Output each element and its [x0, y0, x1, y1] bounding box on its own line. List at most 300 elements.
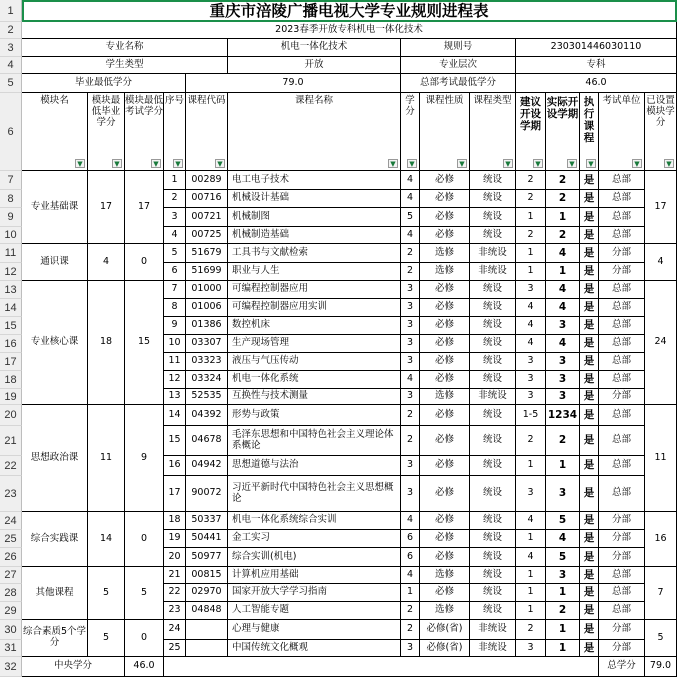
row-header-10[interactable]: 10: [0, 227, 22, 244]
row-header-4[interactable]: 4: [0, 57, 22, 74]
row-header-8[interactable]: 8: [0, 190, 22, 208]
course-execute[interactable]: 是: [580, 208, 599, 227]
course-no[interactable]: 2: [164, 190, 186, 208]
filter-dropdown-icon[interactable]: ▼: [215, 159, 225, 168]
course-no[interactable]: 17: [164, 476, 186, 512]
row-header-28[interactable]: 28: [0, 584, 22, 602]
course-credit[interactable]: 3: [401, 456, 420, 476]
row-header-17[interactable]: 17: [0, 353, 22, 371]
filter-dropdown-icon[interactable]: ▼: [388, 159, 398, 168]
course-credit[interactable]: 4: [401, 190, 420, 208]
row-header-5[interactable]: 5: [0, 74, 22, 93]
module-min-credits[interactable]: 17: [88, 171, 125, 244]
course-exam-unit[interactable]: 分部: [599, 530, 645, 548]
course-name[interactable]: 机械设计基础: [228, 190, 401, 208]
course-type[interactable]: 统设: [470, 602, 516, 620]
filter-dropdown-icon[interactable]: ▼: [75, 159, 85, 168]
row-header-9[interactable]: 9: [0, 208, 22, 227]
course-type[interactable]: 统设: [470, 208, 516, 227]
course-nature[interactable]: 必修: [420, 190, 470, 208]
course-actual-term[interactable]: 4: [546, 335, 580, 353]
course-no[interactable]: 9: [164, 317, 186, 335]
course-nature[interactable]: 必修: [420, 299, 470, 317]
course-type[interactable]: 统设: [470, 584, 516, 602]
row-header-6[interactable]: 6: [0, 93, 22, 171]
course-type[interactable]: 非统设: [470, 640, 516, 657]
course-no[interactable]: 5: [164, 244, 186, 263]
course-name[interactable]: 生产现场管理: [228, 335, 401, 353]
module-min-credits[interactable]: 5: [88, 567, 125, 620]
course-actual-term[interactable]: 1: [546, 584, 580, 602]
course-code[interactable]: 00721: [186, 208, 228, 227]
course-actual-term[interactable]: 4: [546, 244, 580, 263]
course-execute[interactable]: 是: [580, 317, 599, 335]
module-exam-credits[interactable]: 5: [125, 567, 164, 620]
course-name[interactable]: 可编程控制器应用实训: [228, 299, 401, 317]
filter-dropdown-icon[interactable]: ▼: [503, 159, 513, 168]
course-nature[interactable]: 必修: [420, 476, 470, 512]
course-credit[interactable]: 2: [401, 426, 420, 456]
course-code[interactable]: 50337: [186, 512, 228, 530]
module-set-credits[interactable]: 17: [645, 171, 677, 244]
course-exam-unit[interactable]: 分部: [599, 389, 645, 405]
course-code[interactable]: 01006: [186, 299, 228, 317]
filter-dropdown-icon[interactable]: ▼: [533, 159, 543, 168]
module-min-credits[interactable]: 18: [88, 281, 125, 405]
course-exam-unit[interactable]: 总部: [599, 190, 645, 208]
course-name[interactable]: 金工实习: [228, 530, 401, 548]
exam-min-value[interactable]: 46.0: [516, 74, 677, 93]
course-exam-unit[interactable]: 总部: [599, 335, 645, 353]
total-credits-value[interactable]: 79.0: [645, 657, 677, 677]
course-code[interactable]: 00289: [186, 171, 228, 190]
course-credit[interactable]: 4: [401, 512, 420, 530]
row-header-7[interactable]: 7: [0, 171, 22, 190]
course-no[interactable]: 13: [164, 389, 186, 405]
course-type[interactable]: 统设: [470, 281, 516, 299]
course-execute[interactable]: 是: [580, 426, 599, 456]
course-name[interactable]: 数控机床: [228, 317, 401, 335]
course-name[interactable]: 职业与人生: [228, 263, 401, 281]
course-exam-unit[interactable]: 总部: [599, 476, 645, 512]
course-actual-term[interactable]: 3: [546, 371, 580, 389]
course-code[interactable]: 50441: [186, 530, 228, 548]
min-credits-label[interactable]: 毕业最低学分: [22, 74, 186, 93]
footer-blank[interactable]: [164, 657, 599, 677]
course-nature[interactable]: 必修(省): [420, 640, 470, 657]
student-type-label[interactable]: 学生类型: [22, 57, 228, 74]
course-no[interactable]: 23: [164, 602, 186, 620]
course-name[interactable]: 电工电子技术: [228, 171, 401, 190]
course-actual-term[interactable]: 2: [546, 190, 580, 208]
course-actual-term[interactable]: 1234: [546, 405, 580, 426]
module-min-credits[interactable]: 14: [88, 512, 125, 567]
course-credit[interactable]: 3: [401, 353, 420, 371]
course-code[interactable]: 04392: [186, 405, 228, 426]
course-exam-unit[interactable]: 总部: [599, 584, 645, 602]
course-execute[interactable]: 是: [580, 227, 599, 244]
course-credit[interactable]: 1: [401, 584, 420, 602]
module-set-credits[interactable]: 4: [645, 244, 677, 281]
course-exam-unit[interactable]: 总部: [599, 567, 645, 584]
row-header-13[interactable]: 13: [0, 281, 22, 299]
course-execute[interactable]: 是: [580, 299, 599, 317]
course-name[interactable]: 人工智能专题: [228, 602, 401, 620]
course-execute[interactable]: 是: [580, 512, 599, 530]
course-type[interactable]: 统设: [470, 548, 516, 567]
row-header-2[interactable]: 2: [0, 22, 22, 39]
course-name[interactable]: 计算机应用基础: [228, 567, 401, 584]
course-suggest-term[interactable]: 3: [516, 640, 546, 657]
course-nature[interactable]: 必修: [420, 281, 470, 299]
module-set-credits[interactable]: 16: [645, 512, 677, 567]
course-nature[interactable]: 必修: [420, 353, 470, 371]
course-suggest-term[interactable]: 1: [516, 567, 546, 584]
course-actual-term[interactable]: 4: [546, 530, 580, 548]
course-suggest-term[interactable]: 1: [516, 263, 546, 281]
course-no[interactable]: 10: [164, 335, 186, 353]
course-execute[interactable]: 是: [580, 530, 599, 548]
course-code[interactable]: 51699: [186, 263, 228, 281]
course-suggest-term[interactable]: 3: [516, 389, 546, 405]
module-name[interactable]: 综合素质5个学分: [22, 620, 88, 657]
column-header-2[interactable]: 模块最低毕业学分: [88, 93, 125, 171]
course-actual-term[interactable]: 4: [546, 299, 580, 317]
course-exam-unit[interactable]: 总部: [599, 208, 645, 227]
module-exam-credits[interactable]: 0: [125, 244, 164, 281]
course-no[interactable]: 22: [164, 584, 186, 602]
course-execute[interactable]: 是: [580, 171, 599, 190]
major-label[interactable]: 专业名称: [22, 39, 228, 57]
course-actual-term[interactable]: 3: [546, 317, 580, 335]
course-type[interactable]: 非统设: [470, 389, 516, 405]
course-type[interactable]: 统设: [470, 190, 516, 208]
course-name[interactable]: 中国传统文化概观: [228, 640, 401, 657]
course-no[interactable]: 25: [164, 640, 186, 657]
filter-dropdown-icon[interactable]: ▼: [151, 159, 161, 168]
column-header-4[interactable]: 序号: [164, 93, 186, 171]
course-type[interactable]: 统设: [470, 530, 516, 548]
course-type[interactable]: 统设: [470, 335, 516, 353]
course-type[interactable]: 统设: [470, 317, 516, 335]
course-code[interactable]: 03323: [186, 353, 228, 371]
row-header-15[interactable]: 15: [0, 317, 22, 335]
course-credit[interactable]: 3: [401, 640, 420, 657]
course-execute[interactable]: 是: [580, 263, 599, 281]
course-execute[interactable]: 是: [580, 281, 599, 299]
row-header-21[interactable]: 21: [0, 426, 22, 456]
course-actual-term[interactable]: 3: [546, 476, 580, 512]
course-suggest-term[interactable]: 2: [516, 620, 546, 640]
course-exam-unit[interactable]: 分部: [599, 512, 645, 530]
module-name[interactable]: 专业核心课: [22, 281, 88, 405]
course-type[interactable]: 统设: [470, 227, 516, 244]
course-name[interactable]: 思想道德与法治: [228, 456, 401, 476]
column-header-12[interactable]: 执行课程: [580, 93, 599, 171]
course-nature[interactable]: 选修: [420, 263, 470, 281]
course-credit[interactable]: 4: [401, 371, 420, 389]
course-nature[interactable]: 必修: [420, 335, 470, 353]
row-header-18[interactable]: 18: [0, 371, 22, 389]
course-exam-unit[interactable]: 总部: [599, 299, 645, 317]
course-code[interactable]: 52535: [186, 389, 228, 405]
course-name[interactable]: 机械制造基础: [228, 227, 401, 244]
filter-dropdown-icon[interactable]: ▼: [632, 159, 642, 168]
course-nature[interactable]: 必修(省): [420, 620, 470, 640]
course-actual-term[interactable]: 3: [546, 567, 580, 584]
course-no[interactable]: 6: [164, 263, 186, 281]
course-suggest-term[interactable]: 3: [516, 371, 546, 389]
course-exam-unit[interactable]: 总部: [599, 405, 645, 426]
course-nature[interactable]: 必修: [420, 584, 470, 602]
course-no[interactable]: 11: [164, 353, 186, 371]
course-suggest-term[interactable]: 3: [516, 476, 546, 512]
course-execute[interactable]: 是: [580, 190, 599, 208]
course-suggest-term[interactable]: 4: [516, 548, 546, 567]
row-header-26[interactable]: 26: [0, 548, 22, 567]
major-value[interactable]: 机电一体化技术: [228, 39, 401, 57]
course-exam-unit[interactable]: 总部: [599, 371, 645, 389]
course-actual-term[interactable]: 4: [546, 281, 580, 299]
course-code[interactable]: 03324: [186, 371, 228, 389]
course-code[interactable]: 01000: [186, 281, 228, 299]
course-credit[interactable]: 5: [401, 208, 420, 227]
course-actual-term[interactable]: 2: [546, 602, 580, 620]
row-header-30[interactable]: 30: [0, 620, 22, 640]
course-execute[interactable]: 是: [580, 602, 599, 620]
level-label[interactable]: 专业层次: [401, 57, 516, 74]
course-nature[interactable]: 必修: [420, 208, 470, 227]
module-set-credits[interactable]: 11: [645, 405, 677, 512]
course-execute[interactable]: 是: [580, 567, 599, 584]
course-credit[interactable]: 3: [401, 335, 420, 353]
module-min-credits[interactable]: 11: [88, 405, 125, 512]
course-no[interactable]: 8: [164, 299, 186, 317]
course-name[interactable]: 综合实训(机电): [228, 548, 401, 567]
course-code[interactable]: 02970: [186, 584, 228, 602]
course-nature[interactable]: 必修: [420, 227, 470, 244]
module-exam-credits[interactable]: 9: [125, 405, 164, 512]
course-actual-term[interactable]: 2: [546, 227, 580, 244]
course-type[interactable]: 统设: [470, 299, 516, 317]
course-credit[interactable]: 3: [401, 389, 420, 405]
central-credits-value[interactable]: 46.0: [125, 657, 164, 677]
row-header-32[interactable]: 32: [0, 657, 22, 677]
module-exam-credits[interactable]: 15: [125, 281, 164, 405]
course-type[interactable]: 非统设: [470, 263, 516, 281]
course-execute[interactable]: 是: [580, 371, 599, 389]
column-header-7[interactable]: 学分: [401, 93, 420, 171]
course-no[interactable]: 16: [164, 456, 186, 476]
row-header-23[interactable]: 23: [0, 476, 22, 512]
course-nature[interactable]: 必修: [420, 405, 470, 426]
course-code[interactable]: 00815: [186, 567, 228, 584]
exam-min-label[interactable]: 总部考试最低学分: [401, 74, 516, 93]
course-no[interactable]: 1: [164, 171, 186, 190]
course-type[interactable]: 非统设: [470, 620, 516, 640]
course-execute[interactable]: 是: [580, 353, 599, 371]
course-credit[interactable]: 3: [401, 317, 420, 335]
course-name[interactable]: 毛泽东思想和中国特色社会主义理论体系概论: [228, 426, 401, 456]
sheet-subtitle[interactable]: 2023春季开放专科机电一体化技术: [22, 22, 677, 39]
total-credits-label[interactable]: 总学分: [599, 657, 645, 677]
column-header-13[interactable]: 考试单位: [599, 93, 645, 171]
course-nature[interactable]: 必修: [420, 171, 470, 190]
course-code[interactable]: 90072: [186, 476, 228, 512]
course-suggest-term[interactable]: 1-5: [516, 405, 546, 426]
course-execute[interactable]: 是: [580, 476, 599, 512]
course-name[interactable]: 可编程控制器应用: [228, 281, 401, 299]
course-exam-unit[interactable]: 总部: [599, 426, 645, 456]
min-credits-value[interactable]: 79.0: [186, 74, 401, 93]
course-exam-unit[interactable]: 总部: [599, 317, 645, 335]
course-name[interactable]: 互换性与技术测量: [228, 389, 401, 405]
course-exam-unit[interactable]: 总部: [599, 456, 645, 476]
row-header-29[interactable]: 29: [0, 602, 22, 620]
course-no[interactable]: 7: [164, 281, 186, 299]
row-header-14[interactable]: 14: [0, 299, 22, 317]
course-credit[interactable]: 4: [401, 171, 420, 190]
course-credit[interactable]: 3: [401, 281, 420, 299]
filter-dropdown-icon[interactable]: ▼: [407, 159, 417, 168]
student-type-value[interactable]: 开放: [228, 57, 401, 74]
course-nature[interactable]: 选修: [420, 567, 470, 584]
level-value[interactable]: 专科: [516, 57, 677, 74]
course-exam-unit[interactable]: 总部: [599, 171, 645, 190]
course-actual-term[interactable]: 1: [546, 456, 580, 476]
course-credit[interactable]: 6: [401, 548, 420, 567]
course-type[interactable]: 统设: [470, 353, 516, 371]
row-header-25[interactable]: 25: [0, 530, 22, 548]
course-nature[interactable]: 必修: [420, 548, 470, 567]
course-type[interactable]: 统设: [470, 371, 516, 389]
course-actual-term[interactable]: 3: [546, 389, 580, 405]
row-header-22[interactable]: 22: [0, 456, 22, 476]
course-nature[interactable]: 必修: [420, 512, 470, 530]
filter-dropdown-icon[interactable]: ▼: [457, 159, 467, 168]
course-actual-term[interactable]: 5: [546, 548, 580, 567]
course-name[interactable]: 工具书与文献检索: [228, 244, 401, 263]
course-no[interactable]: 14: [164, 405, 186, 426]
module-name[interactable]: 其他课程: [22, 567, 88, 620]
module-min-credits[interactable]: 5: [88, 620, 125, 657]
course-suggest-term[interactable]: 1: [516, 208, 546, 227]
column-header-1[interactable]: 模块名: [22, 93, 88, 171]
course-actual-term[interactable]: 5: [546, 512, 580, 530]
course-suggest-term[interactable]: 4: [516, 512, 546, 530]
course-code[interactable]: [186, 640, 228, 657]
module-name[interactable]: 思想政治课: [22, 405, 88, 512]
course-actual-term[interactable]: 1: [546, 263, 580, 281]
course-code[interactable]: 01386: [186, 317, 228, 335]
course-name[interactable]: 液压与气压传动: [228, 353, 401, 371]
course-name[interactable]: 机电一体化系统综合实训: [228, 512, 401, 530]
row-header-27[interactable]: 27: [0, 567, 22, 584]
module-set-credits[interactable]: 24: [645, 281, 677, 405]
course-no[interactable]: 21: [164, 567, 186, 584]
course-execute[interactable]: 是: [580, 389, 599, 405]
course-type[interactable]: 统设: [470, 567, 516, 584]
course-suggest-term[interactable]: 2: [516, 227, 546, 244]
course-no[interactable]: 20: [164, 548, 186, 567]
course-credit[interactable]: 2: [401, 602, 420, 620]
course-code[interactable]: 04942: [186, 456, 228, 476]
course-code[interactable]: 50977: [186, 548, 228, 567]
course-no[interactable]: 18: [164, 512, 186, 530]
module-name[interactable]: 通识课: [22, 244, 88, 281]
row-header-20[interactable]: 20: [0, 405, 22, 426]
course-type[interactable]: 统设: [470, 426, 516, 456]
module-name[interactable]: 专业基础课: [22, 171, 88, 244]
course-credit[interactable]: 2: [401, 263, 420, 281]
column-header-8[interactable]: 课程性质: [420, 93, 470, 171]
course-exam-unit[interactable]: 总部: [599, 281, 645, 299]
course-actual-term[interactable]: 1: [546, 208, 580, 227]
module-exam-credits[interactable]: 0: [125, 620, 164, 657]
course-credit[interactable]: 3: [401, 299, 420, 317]
row-header-19[interactable]: 19: [0, 389, 22, 405]
course-nature[interactable]: 必修: [420, 317, 470, 335]
module-min-credits[interactable]: 4: [88, 244, 125, 281]
course-suggest-term[interactable]: 1: [516, 602, 546, 620]
course-nature[interactable]: 选修: [420, 389, 470, 405]
course-credit[interactable]: 2: [401, 405, 420, 426]
course-suggest-term[interactable]: 4: [516, 335, 546, 353]
course-nature[interactable]: 选修: [420, 244, 470, 263]
course-suggest-term[interactable]: 1: [516, 584, 546, 602]
course-credit[interactable]: 4: [401, 567, 420, 584]
course-actual-term[interactable]: 2: [546, 426, 580, 456]
course-code[interactable]: 04678: [186, 426, 228, 456]
course-execute[interactable]: 是: [580, 620, 599, 640]
course-execute[interactable]: 是: [580, 584, 599, 602]
course-exam-unit[interactable]: 分部: [599, 640, 645, 657]
course-actual-term[interactable]: 3: [546, 353, 580, 371]
course-suggest-term[interactable]: 4: [516, 299, 546, 317]
row-header-1[interactable]: 1: [0, 0, 22, 22]
course-suggest-term[interactable]: 4: [516, 317, 546, 335]
course-code[interactable]: 03307: [186, 335, 228, 353]
course-code[interactable]: 00725: [186, 227, 228, 244]
module-name[interactable]: 综合实践课: [22, 512, 88, 567]
row-header-31[interactable]: 31: [0, 640, 22, 657]
course-suggest-term[interactable]: 1: [516, 456, 546, 476]
course-credit[interactable]: 2: [401, 620, 420, 640]
course-exam-unit[interactable]: 分部: [599, 244, 645, 263]
course-nature[interactable]: 必修: [420, 371, 470, 389]
column-header-9[interactable]: 课程类型: [470, 93, 516, 171]
course-credit[interactable]: 4: [401, 227, 420, 244]
module-set-credits[interactable]: 5: [645, 620, 677, 657]
course-nature[interactable]: 必修: [420, 426, 470, 456]
course-credit[interactable]: 2: [401, 244, 420, 263]
course-suggest-term[interactable]: 3: [516, 281, 546, 299]
row-header-11[interactable]: 11: [0, 244, 22, 263]
course-execute[interactable]: 是: [580, 405, 599, 426]
course-type[interactable]: 统设: [470, 456, 516, 476]
filter-dropdown-icon[interactable]: ▼: [567, 159, 577, 168]
row-header-3[interactable]: 3: [0, 39, 22, 57]
course-exam-unit[interactable]: 总部: [599, 227, 645, 244]
course-name[interactable]: 形势与政策: [228, 405, 401, 426]
module-exam-credits[interactable]: 0: [125, 512, 164, 567]
column-header-3[interactable]: 模块最低考试学分: [125, 93, 164, 171]
filter-dropdown-icon[interactable]: ▼: [112, 159, 122, 168]
module-exam-credits[interactable]: 17: [125, 171, 164, 244]
course-name[interactable]: 心理与健康: [228, 620, 401, 640]
course-exam-unit[interactable]: 分部: [599, 263, 645, 281]
course-name[interactable]: 习近平新时代中国特色社会主义思想概论: [228, 476, 401, 512]
